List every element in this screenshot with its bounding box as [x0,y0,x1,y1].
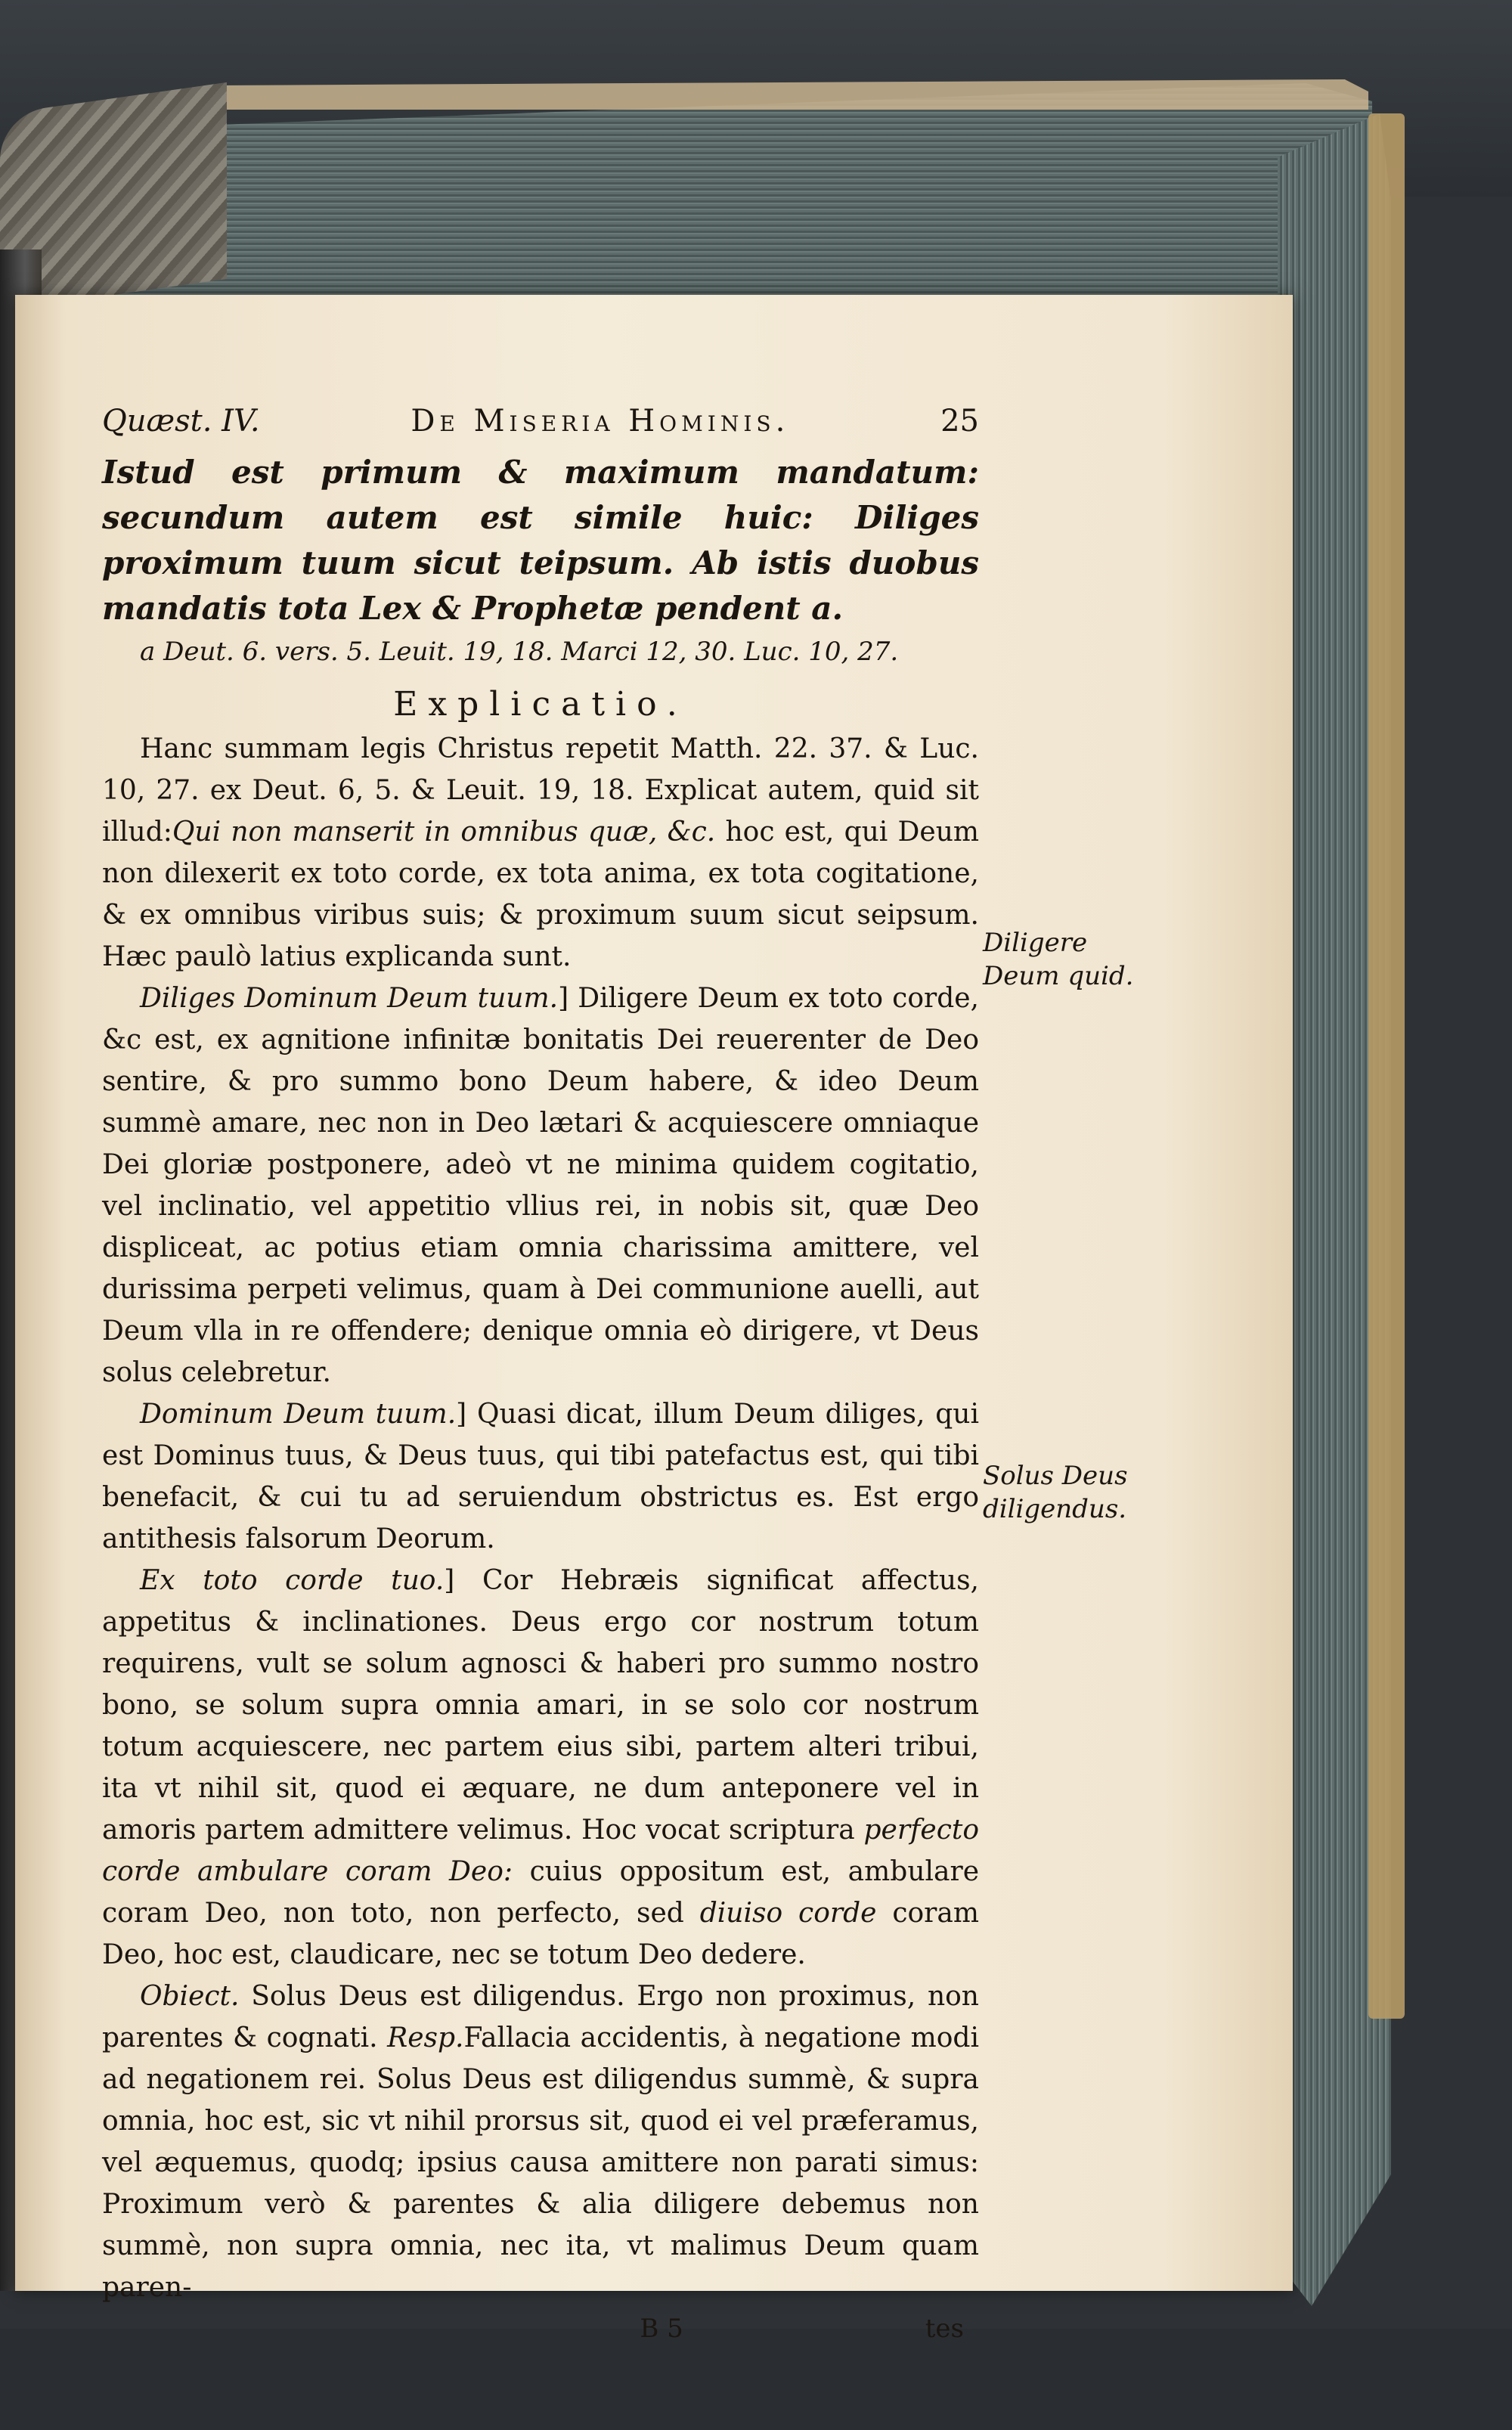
p4-lemma: Ex toto corde tuo. [140,1565,445,1596]
cover-fore-edge [1368,113,1405,2019]
scripture-quote: Istud est primum & maximum mandatum: secundum autem est simile huic: Diliges proximum tuum sicut teipsum. Ab istis duobus mandatis tota Lex & Prophetæ pendent a. [102,454,979,627]
signature-mark: B 5 [640,2314,683,2344]
running-title: De Miseria Hominis. [411,404,790,439]
p3-lemma: Dominum Deum tuum. [140,1399,457,1430]
paragraph-4 [102,1560,979,1976]
p5-lemma: Obiect. [140,1981,240,2012]
section-heading: Explicatio. [393,685,688,724]
p2-lemma: Diliges Dominum Deum tuum. [140,983,559,1014]
page-footer [102,2308,979,2350]
p4-text: ] Cor Hebræis significat affectus, appetitus & inclinationes. Deus ergo cor nostrum totum requirens, vult se solum agnosci & haberi pro summo nostro bono, se solum supra omnia amari, in se solo cor nostrum totum acquiescere, nec partem eius sibi, partem alteri tribui, ita vt nihil sit, quod ei æquare, ne dum anteponere vel in amoris partem admittere velimus. Hoc vocat scriptura [102,1565,979,1846]
catchword: tes [925,2314,964,2344]
p1-quote: Qui non manserit in omnibus quæ, &c. [172,817,716,848]
page-number: 25 [940,404,979,439]
p4-quote-1: perfecto corde ambulare coram Deo: [102,1815,979,1887]
p5-resp: Resp. [387,2022,464,2053]
page-text [102,401,979,2350]
p1-rest: hoc est, qui Deum non dilexerit ex toto corde, ex tota anima, ex tota cogitatione, & ex omnibus viribus suis; & proximum suum sicut seipsum. Hæc paulò latius explicanda sunt. [102,817,980,972]
p2-text: ] Diligere Deum ex toto corde, &c est, ex agnitione infinitæ bonitatis Dei reuerenter de Deo sentire, & pro summo bono Deum habere, & ideo Deum summè amare, nec non in Deo lætari & acquiescere omniaque Dei gloriæ postponere, adeò vt ne minima quidem cogitatio, vel inclinatio, vel appetitio vllius rei, in nobis sit, quæ Deo displiceat, ac potius etiam omnia charissima amittere, vel durissima perpeti velimus, quam à Dei communione auelli, aut Deum vlla in re offendere; denique omnia eò dirigere, vt Deus solus celebretur. [102,983,979,1388]
paragraph-5 [102,1976,979,2308]
p5-text-b: Fallacia accidentis, à negatione modi ad negationem rei. Solus Deus est diligendus summè, & supra omnia, hoc est, sic vt nihil prorsus sit, quod ei vel præferamus, vel æquemus, quodq; ipsius causa amittere non parati simus: Proximum verò & parentes & alia diligere debemus non summè, non supra omnia, nec ita, vt malimus Deum quam paren- [102,2022,979,2303]
p3-text: ] Quasi dicat, illum Deum diliges, qui est Dominus tuus, & Deus tuus, qui tibi patefactus est, qui tibi benefacit, & cui tu ad seruiendum obstrictus es. Est ergo antithesis falsorum Deorum. [102,1399,979,1554]
p1-text: Hanc summam legis Christus repetit Matth. 22. 37. & Luc. 10, 27. ex Deut. 6, 5. & Leuit. 19, 18. Explicat autem, quid sit illud: [102,733,979,848]
p4-end: coram Deo, hoc est, claudicare, nec se totum Deo dedere. [102,1898,979,1970]
p4-mid: cuius oppositum est, ambulare coram Deo, non toto, non perfecto, sed [102,1856,979,1929]
p5-text-a: Solus Deus est diligendus. Ergo non proximus, non parentes & cognati. [102,1981,979,2053]
paragraph-2 [102,978,979,1393]
paragraph-3 [102,1393,979,1560]
paragraph-1 [102,728,979,978]
margin-note-1: Diligere Deum quid. [983,928,1134,991]
question-number: Quæst. IV. [102,404,260,439]
margin-note-2: Solus Deus diligendus. [983,1461,1128,1524]
p4-quote-2: diuiso corde [699,1898,877,1929]
scripture-reference: a Deut. 6. vers. 5. Leuit. 19, 18. Marci 12, 30. Luc. 10, 27. [140,637,899,667]
running-head [102,401,979,442]
